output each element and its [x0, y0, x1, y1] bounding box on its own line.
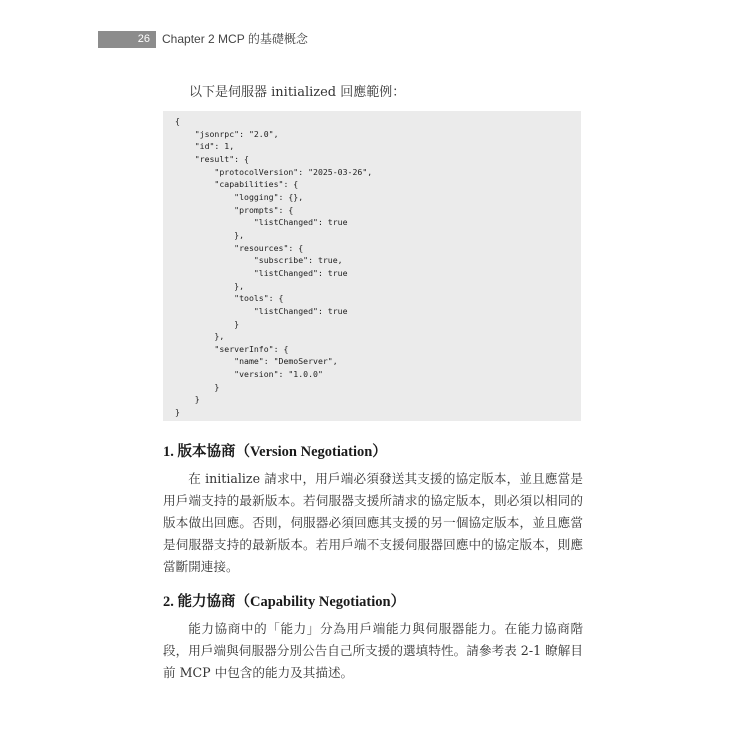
code-example-text: { "jsonrpc": "2.0", "id": 1, "result": { "protocolVersion": "2025-03-26", "capabilities": { "logging": {}, "prompts": { "listChanged": true }, "resources": { "subscribe": true, "listChanged": true }, "tools": { "listChanged": true } }, "serverInfo": { "name": "DemoServer", "version": "1.0.0" } } }: [175, 116, 373, 418]
chapter-title: Chapter 2 MCP 的基礎概念: [162, 32, 308, 46]
paragraph-text: 在 initialize 請求中，用戶端必須發送其支援的協定版本，並且應當是用戶端支持的最新版本。若伺服器支援所請求的協定版本，則必須以相同的版本做出回應。否則，伺服器必須回應其支援的另一個協定版本，並且應當是伺服器支持的最新版本。若用戶端不支援伺服器回應中的協定版本，則應當斷開連接。: [163, 471, 583, 574]
code-example-block: [163, 111, 581, 421]
section-body-version-negotiation: [163, 468, 583, 578]
intro-line: 以下是伺服器 initialized 回應範例：: [189, 85, 406, 100]
paragraph-text: 能力協商中的「能力」分為用戶端能力與伺服器能力。在能力協商階段，用戶端與伺服器分別公告自己所支援的選填特性。請參考表 2-1 瞭解目前 MCP 中包含的能力及其描述。: [163, 621, 583, 680]
page-number: 26: [98, 31, 156, 48]
section-heading-capability-negotiation: 2. 能力協商（Capability Negotiation）: [163, 594, 406, 610]
section-heading-version-negotiation: 1. 版本協商（Version Negotiation）: [163, 444, 387, 460]
section-body-capability-negotiation: [163, 618, 583, 684]
